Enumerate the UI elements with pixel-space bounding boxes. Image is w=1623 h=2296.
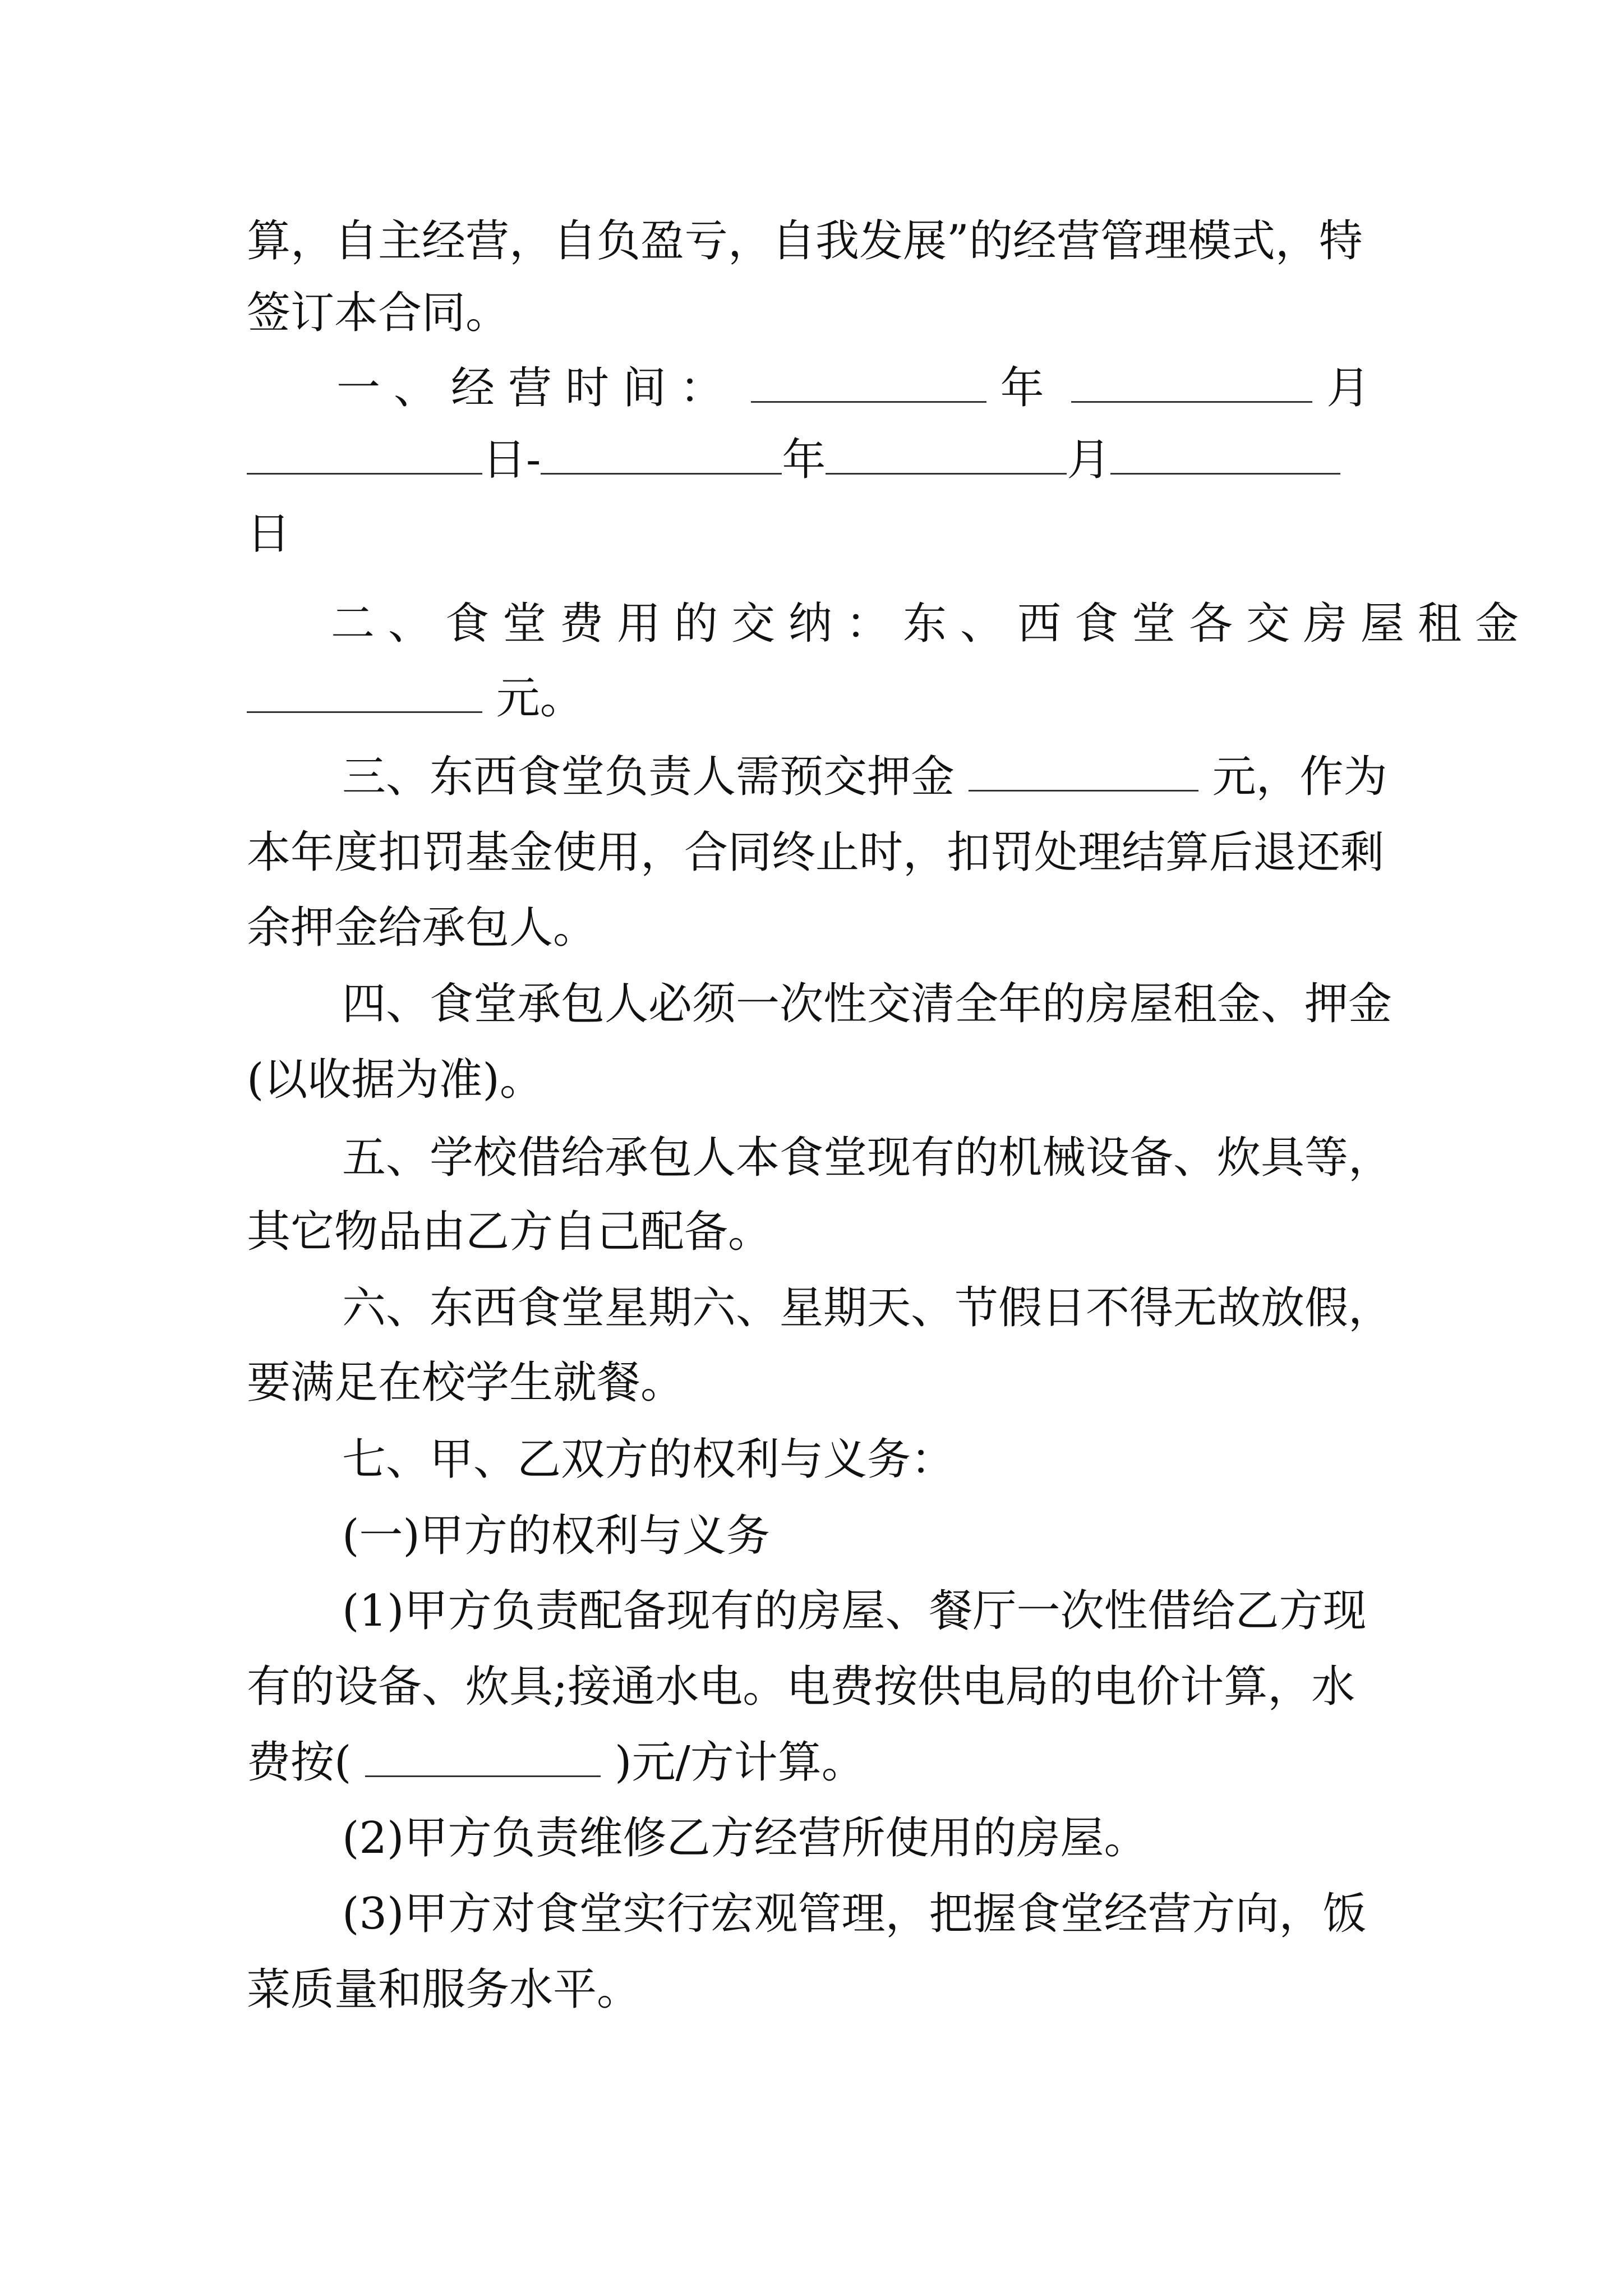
text-line: (以收据为准)。 (247, 1055, 543, 1105)
paragraph-line (247, 1355, 1377, 1411)
blank-field (247, 440, 482, 475)
blank-field (1071, 369, 1312, 403)
deposit-line (247, 749, 1387, 805)
paragraph-line (247, 1130, 1393, 1186)
text-line: 算，自主经营，自负盈亏，自我发展”的经营管理模式，特 (247, 216, 1363, 266)
text-line: 费按( (247, 1737, 352, 1788)
fee-amount-line (247, 670, 1377, 726)
clause-heading: 二、食堂费用的交纳：东、西食堂各交房屋租金 (331, 599, 1533, 649)
paragraph-line (247, 1204, 1377, 1260)
paragraph-line (247, 1432, 1377, 1488)
fee-payment-line (247, 596, 1533, 652)
blank-field (247, 679, 482, 713)
paragraph-line (247, 1508, 1377, 1564)
text-line: 六、东西食堂星期六、星期天、节假日不得无故放假， (342, 1283, 1393, 1333)
text-line: 七、甲、乙双方的权利与义务： (342, 1434, 955, 1485)
date-range-line (247, 432, 1377, 488)
text-line: 其它物品由乙方自己配备。 (247, 1207, 772, 1257)
paragraph-line (247, 1583, 1377, 1639)
paragraph-line (247, 285, 1377, 341)
unit-label: 元。 (496, 673, 584, 724)
blank-field (1110, 440, 1340, 475)
unit-label: 年 (782, 435, 826, 485)
clause-heading: 一、经营时间： (336, 363, 737, 413)
paragraph-line (247, 976, 1393, 1032)
paragraph-line (247, 213, 1377, 269)
paragraph-line (247, 506, 1377, 562)
paragraph-line (247, 900, 1377, 956)
unit-label: 月 (1326, 363, 1371, 413)
text-line: 有的设备、炊具;接通水电。电费按供电局的电价计算，水 (247, 1662, 1355, 1712)
term-line-operation-time (247, 360, 1377, 416)
unit-label: 日 (247, 509, 291, 559)
text-line: (1)甲方负责配备现有的房屋、餐厅一次性借给乙方现 (342, 1586, 1367, 1636)
text-line: 元，作为 (1212, 752, 1387, 802)
text-line: 本年度扣罚基金使用，合同终止时，扣罚处理结算后退还剩 (247, 827, 1385, 878)
text-line: (一)甲方的权利与义务 (342, 1511, 770, 1561)
text-line: 要满足在校学生就餐。 (247, 1358, 685, 1408)
text-line: (2)甲方负责维修乙方经营所使用的房屋。 (342, 1813, 1148, 1864)
paragraph-line (247, 1280, 1393, 1336)
paragraph-line (247, 825, 1385, 881)
paragraph-line (247, 1886, 1377, 1942)
clause-heading: 三、东西食堂负责人需预交押金 (342, 752, 955, 802)
text-line: 余押金给承包人。 (247, 903, 597, 953)
blank-field (826, 440, 1067, 475)
unit-label: 日- (482, 435, 541, 485)
paragraph-line (247, 1659, 1377, 1715)
text-line: 菜质量和服务水平。 (247, 1964, 641, 2015)
text-line: (3)甲方对食堂实行宏观管理，把握食堂经营方向，饭 (342, 1889, 1367, 1939)
text-line: 签订本合同。 (247, 288, 510, 338)
blank-field (751, 369, 986, 403)
blank-field (365, 1743, 601, 1777)
unit-label: 年 (1000, 363, 1058, 413)
text-line: 五、学校借给承包人本食堂现有的机械设备、炊具等， (342, 1133, 1393, 1183)
unit-label: 月 (1067, 435, 1111, 485)
water-fee-line (247, 1734, 1377, 1791)
text-line: )元/方计算。 (615, 1737, 865, 1788)
blank-field (969, 757, 1198, 792)
paragraph-line (247, 1052, 1377, 1108)
text-line: 四、食堂承包人必须一次性交清全年的房屋租金、押金 (342, 979, 1393, 1029)
blank-field (541, 440, 782, 475)
paragraph-line (247, 1810, 1377, 1866)
paragraph-line (247, 1962, 1377, 2018)
